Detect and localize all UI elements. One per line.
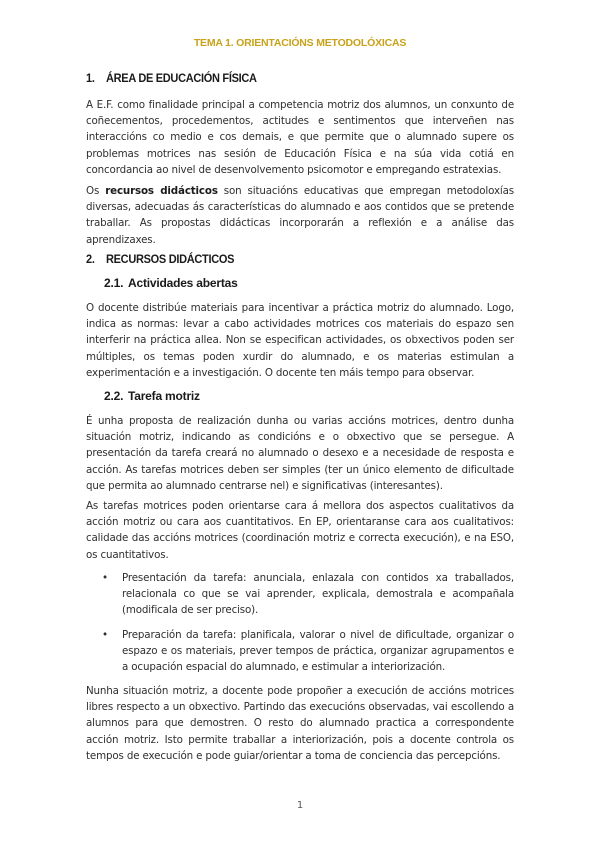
subsection-2-1-paragraph: O docente distribúe materiais para incentivar a práctica motriz do alumnado. Logo, indica as normas: levar a cabo actividades motrices cos materiais do espazo sen interferir na práctica allea. Non se especifican actividades, os obxectivos poden ser múltiples, os temas poden xurdir do alumnado, e os materias estimulan a experimentación e a investigación. O docente ten máis tempo para observar. xyxy=(86,302,514,379)
section-2-title: RECURSOS DIDÁCTICOS xyxy=(106,253,235,267)
bullet-dot: • xyxy=(102,572,108,584)
bullet-dot: • xyxy=(102,629,108,641)
recursos-didacticos-bold: recursos didácticos xyxy=(105,185,218,197)
subsection-2-1-title: Actividades abertas xyxy=(128,276,238,290)
tarefa-bullet-list-2 xyxy=(100,627,514,676)
subsection-2-2-title: Tarefa motriz xyxy=(128,389,200,403)
section-1-paragraph-2 xyxy=(86,183,514,248)
section-2-number: 2. xyxy=(86,253,95,267)
bullet-item xyxy=(100,627,514,676)
subsection-2-2-paragraph-1: É unha proposta de realización dunha ou varias accións motrices, dentro dunha situación motriz, indicando as condicións e o obxectivo que se persegue. A presentación da tarefa creará no alumnado o desexo e a necesidade de resposta e acción. As tarefas motrices deben ser simples (ter un único elemento de dificultade que permita ao alumnado centrarse nel) e significativas (interesantes). xyxy=(86,415,514,492)
bullet-text: Preparación da tarefa: planificala, valorar o nivel de dificultade, organizar o espazo e os materiais, prever tempos de práctica, organizar agrupamentos e a ocupación espacial do alumnado, e estimular a interiorización. xyxy=(122,629,514,674)
section-2-heading xyxy=(86,254,234,267)
subsection-2-2-number: 2.2. xyxy=(104,389,124,403)
document-title: TEMA 1. ORIENTACIÓNS METODOLÓXICAS xyxy=(193,37,407,49)
section-1-title: ÁREA DE EDUCACIÓN FÍSICA xyxy=(106,72,257,86)
section-1-heading xyxy=(86,73,257,86)
section-1-number: 1. xyxy=(86,72,95,86)
section-1-paragraph-1: A E.F. como finalidade principal a competencia motriz dos alumnos, un conxunto de coñecementos, procedementos, actitudes e sentimentos que interveñen nas interaccións co medio e cos demais, e que permite que o alumnado supere os problemas motrices nas sesión de Educación Física e na súa vida cotiá en concordancia ao nivel de desenvolvemento psicomotor e empregando estratexias. xyxy=(86,99,514,176)
subsection-2-2-paragraph-2: As tarefas motrices poden orientarse cara á mellora dos aspectos cualitativos da acción motriz ou cara aos cuantitativos. En EP, orientaranse cara aos cualitativos: calidade das accións motrices (coordinación motriz e correcta execución), e na ESO, os cuantitativos. xyxy=(86,500,514,561)
tarefa-bullet-list xyxy=(100,570,514,619)
paragraph-2-text-start: Os xyxy=(86,185,106,197)
page-number: 1 xyxy=(296,800,304,811)
bullet-item xyxy=(100,570,514,619)
bullet-text: Presentación da tarefa: anunciala, enlazala con contidos xa traballados, relacionala co que se vai aprender, explicala, demostrala e acompañala (modificala de ser preciso). xyxy=(122,572,514,617)
subsection-2-2-paragraph-3: Nunha situación motriz, a docente pode propoñer a execución de accións motrices libres respecto a un obxectivo. Partindo das execucións observadas, vai escollendo a alumnos para que demostren. O resto do alumnado practica a correspondente acción motriz. Isto permite traballar a interiorización, pois a docente controla os tempos de execución e pode guiar/orientar a toma de conciencia das percepcións. xyxy=(86,685,514,762)
subsection-2-2-heading xyxy=(104,389,200,403)
subsection-2-1-heading xyxy=(104,276,238,290)
subsection-2-1-number: 2.1. xyxy=(104,276,124,290)
paragraph-2-text-end: son situacións educativas que empregan metodoloxías diversas, adecuadas ás características do alumnado e aos contidos que se pretende traballar. As propostas didácticas incorporarán a reflexión e a análise das aprendizaxes. xyxy=(86,185,514,246)
